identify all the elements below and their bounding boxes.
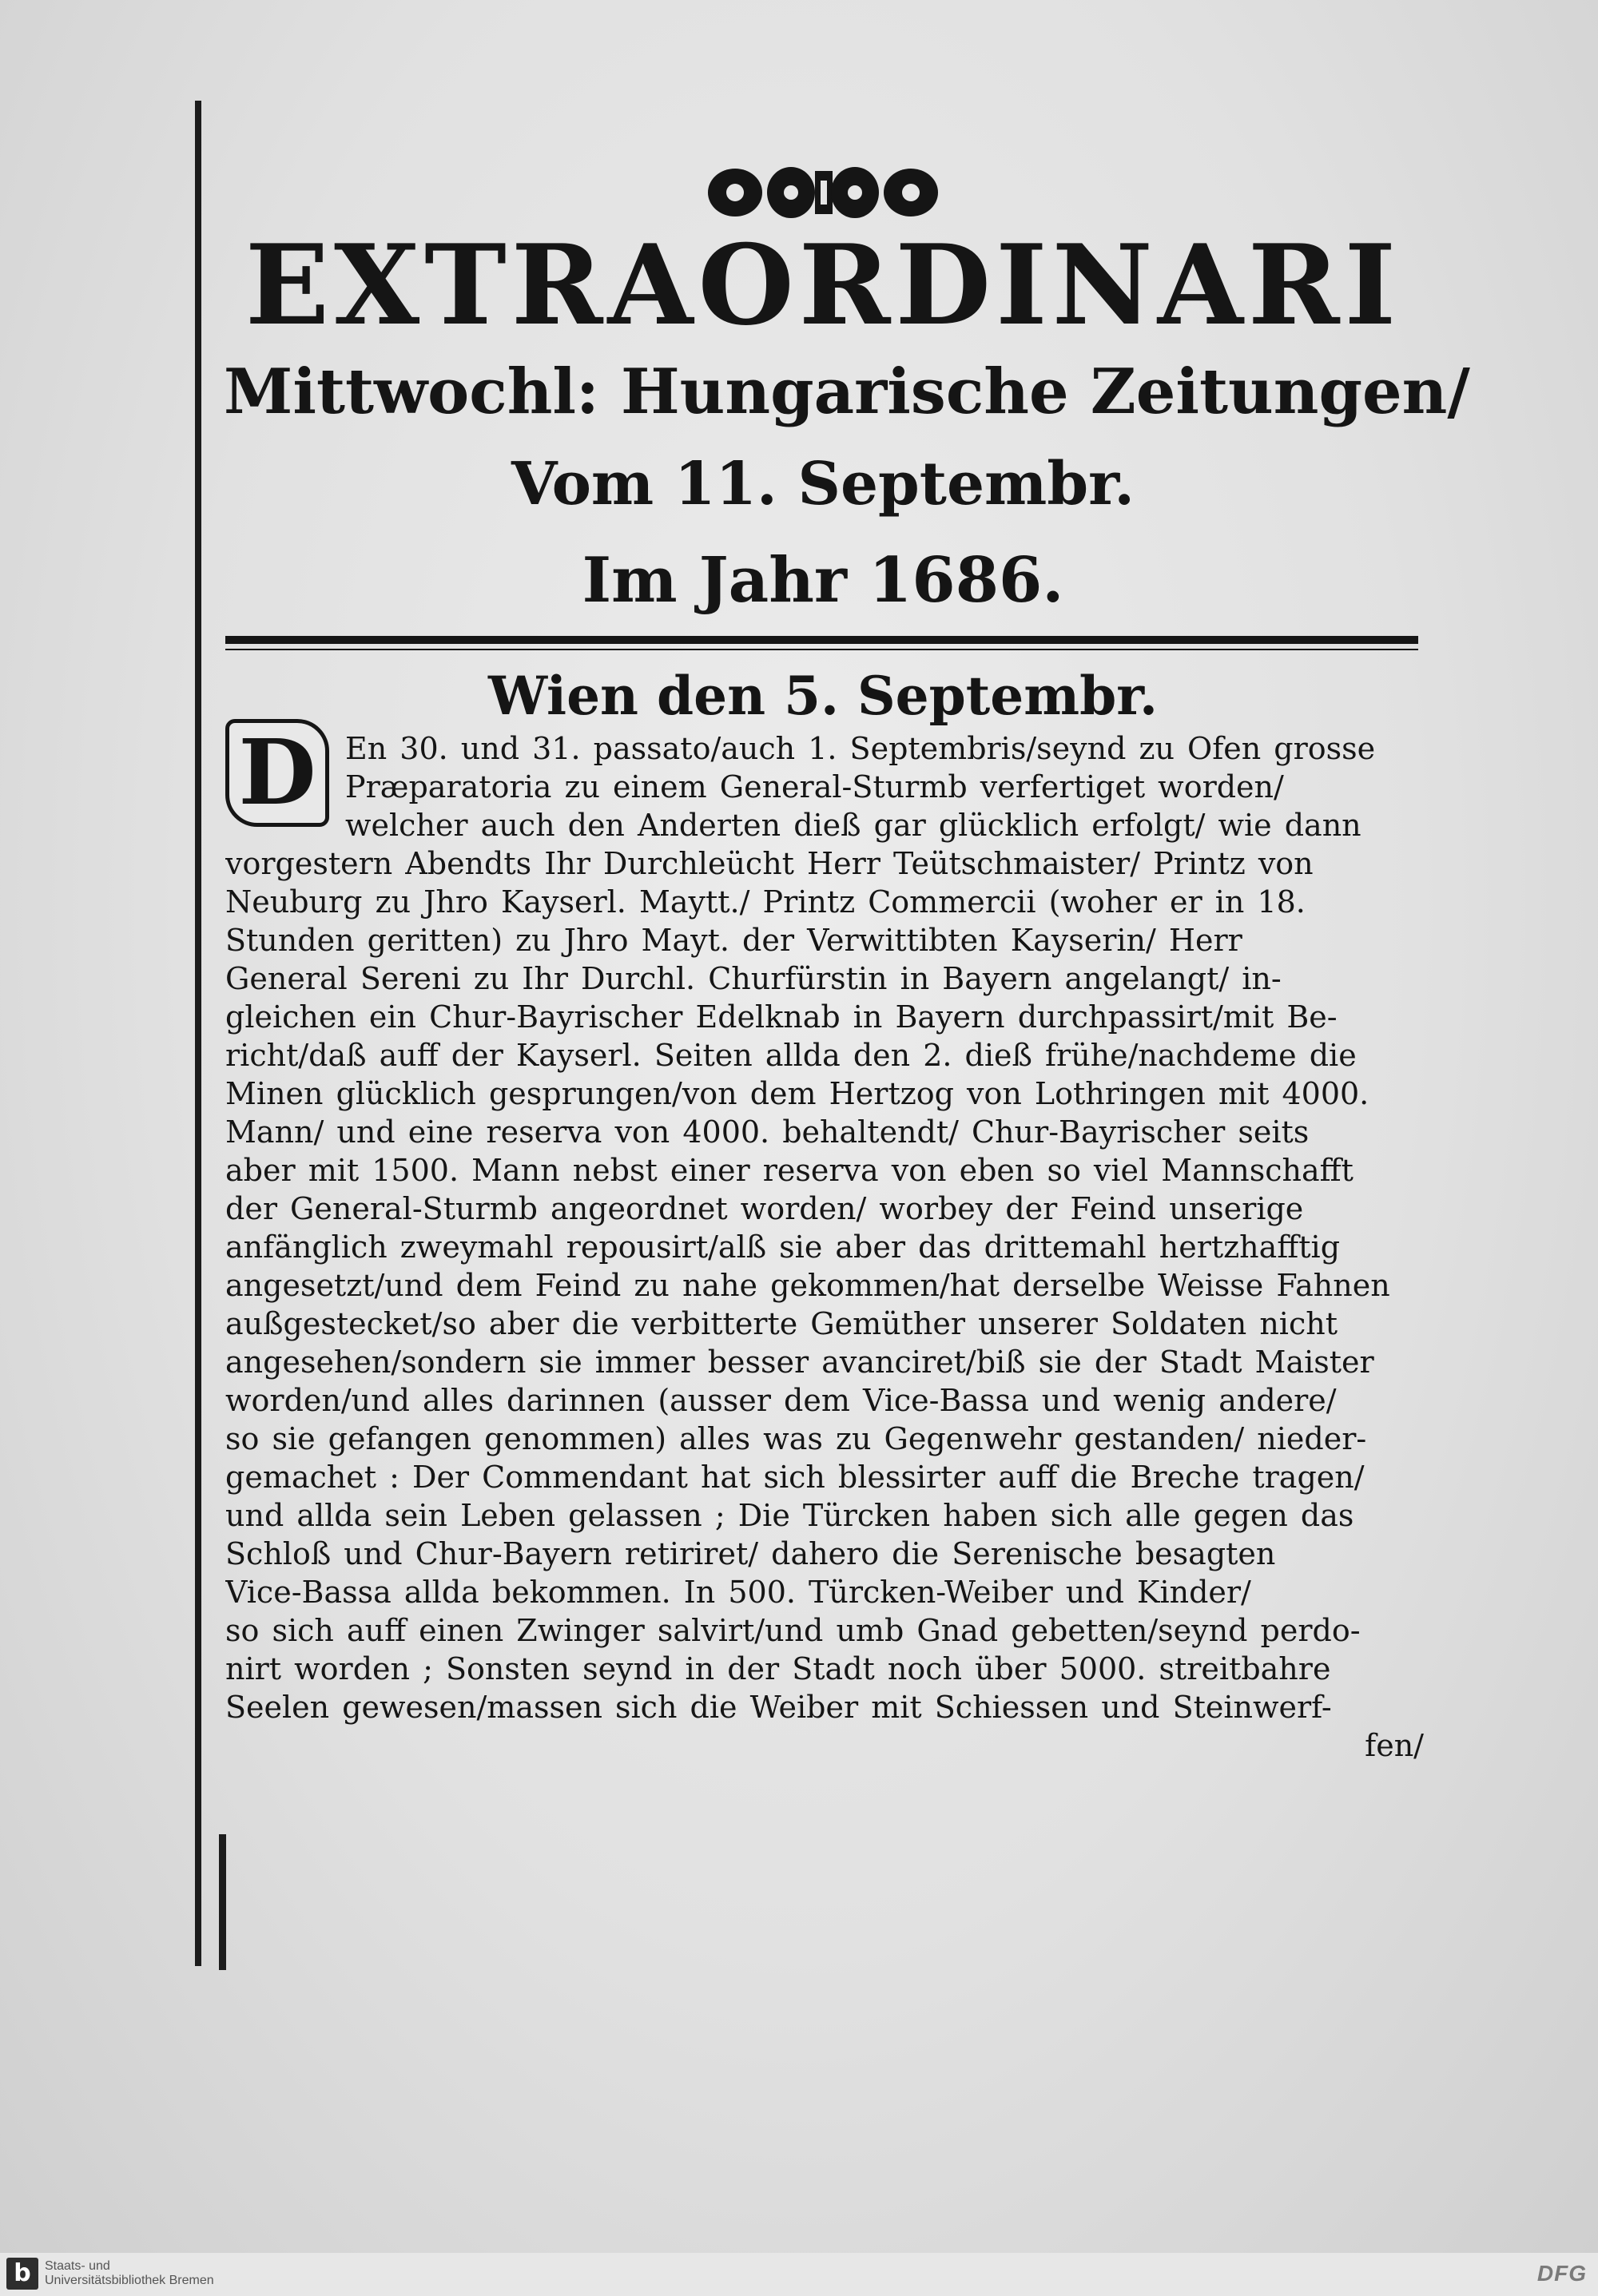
article-line: und allda sein Leben gelassen ; Die Türcken haben sich alle gegen das <box>225 1498 1354 1533</box>
article-line: Vice-Bassa allda bekommen. In 500. Türcken-Weiber und Kinder/ <box>225 1575 1251 1610</box>
article-line: worden/und alles darinnen (ausser dem Vice-Bassa und wenig andere/ <box>225 1383 1337 1418</box>
masthead-title: EXTRAORDINARI <box>244 220 1401 350</box>
footer-bar <box>0 2253 1598 2296</box>
article-line: vorgestern Abendts Ihr Durchleücht Herr Teütschmaister/ Printz von <box>225 846 1314 881</box>
library-name <box>45 2259 214 2288</box>
article-line: Mann/ und eine reserva von 4000. behaltendt/ Chur-Bayrischer seits <box>225 1114 1310 1150</box>
dfg-logo: DFG <box>1536 2261 1587 2286</box>
article-line-last: fen/ <box>1365 1728 1424 1763</box>
article-line: Stunden geritten) zu Jhro Mayt. der Verwittibten Kayserin/ Herr <box>225 923 1242 958</box>
masthead-subtitle: Mittwochl: Hungarische Zeitungen/ <box>224 356 1470 428</box>
article-line: aber mit 1500. Mann nebst einer reserva von eben so viel Mannschafft <box>225 1153 1354 1188</box>
ornament-icon <box>703 157 943 228</box>
article-line: außgestecket/so aber die verbitterte Gemüther unserer Soldaten nicht <box>225 1306 1338 1341</box>
article-line: Seelen gewesen/massen sich die Weiber mit Schiessen und Steinwerf- <box>225 1690 1332 1725</box>
library-logo-icon: b <box>6 2258 38 2290</box>
article-line: richt/daß auff der Kayserl. Seiten allda den 2. dieß frühe/nachdeme die <box>225 1038 1357 1073</box>
article-line: anfänglich zweymahl repousirt/alß sie aber das drittemahl hertzhafftig <box>225 1229 1341 1265</box>
article-line: Minen glücklich gesprungen/von dem Hertzog von Lothringen mit 4000. <box>225 1076 1369 1111</box>
decorative-initial: D <box>225 719 329 827</box>
article-line: nirt worden ; Sonsten seynd in der Stadt noch über 5000. streitbahre <box>225 1651 1331 1686</box>
article-line: angesehen/sondern sie immer besser avanciret/biß sie der Stadt Maister <box>225 1345 1374 1380</box>
article-line: General Sereni zu Ihr Durchl. Churfürstin in Bayern angelangt/ in- <box>225 961 1282 996</box>
article-line: angesetzt/und dem Feind zu nahe gekommen/hat derselbe Weisse Fahnen <box>225 1268 1390 1303</box>
article-line: so sie gefangen genommen) alles was zu Gegenwehr gestanden/ nieder- <box>225 1421 1367 1456</box>
header-divider-thin <box>225 649 1418 650</box>
article-line: gemachet : Der Commendant hat sich blessirter auff die Breche tragen/ <box>225 1460 1365 1495</box>
article-body <box>225 729 1424 1765</box>
article-line: so sich auff einen Zwinger salvirt/und umb Gnad gebetten/seynd perdo- <box>225 1613 1361 1648</box>
article-line: Præparatoria zu einem General-Sturmb verfertiget worden/ <box>345 769 1284 804</box>
article-line: Neuburg zu Jhro Kayserl. Maytt./ Printz Commercii (woher er in 18. <box>225 884 1306 920</box>
issue-year: Im Jahr 1686. <box>582 544 1064 617</box>
article-line: Schloß und Chur-Bayern retiriret/ dahero die Serenische besagten <box>225 1536 1276 1571</box>
left-margin-rule-foot <box>219 1834 226 1970</box>
article-heading: Wien den 5. Septembr. <box>488 665 1158 727</box>
library-name-line2: Universitätsbibliothek Bremen <box>45 2274 214 2287</box>
left-margin-rule <box>195 101 201 1966</box>
article-line: En 30. und 31. passato/auch 1. Septembris/seynd zu Ofen grosse <box>345 731 1376 766</box>
header-divider <box>225 636 1418 644</box>
article-line: der General-Sturmb angeordnet worden/ worbey der Feind unserige <box>225 1191 1304 1226</box>
library-name-line1: Staats- und <box>45 2259 110 2273</box>
article-line: gleichen ein Chur-Bayrischer Edelknab in Bayern durchpassirt/mit Be- <box>225 999 1338 1035</box>
article-line: welcher auch den Anderten dieß gar glücklich erfolgt/ wie dann <box>345 808 1361 843</box>
issue-date: Vom 11. Septembr. <box>511 450 1135 518</box>
